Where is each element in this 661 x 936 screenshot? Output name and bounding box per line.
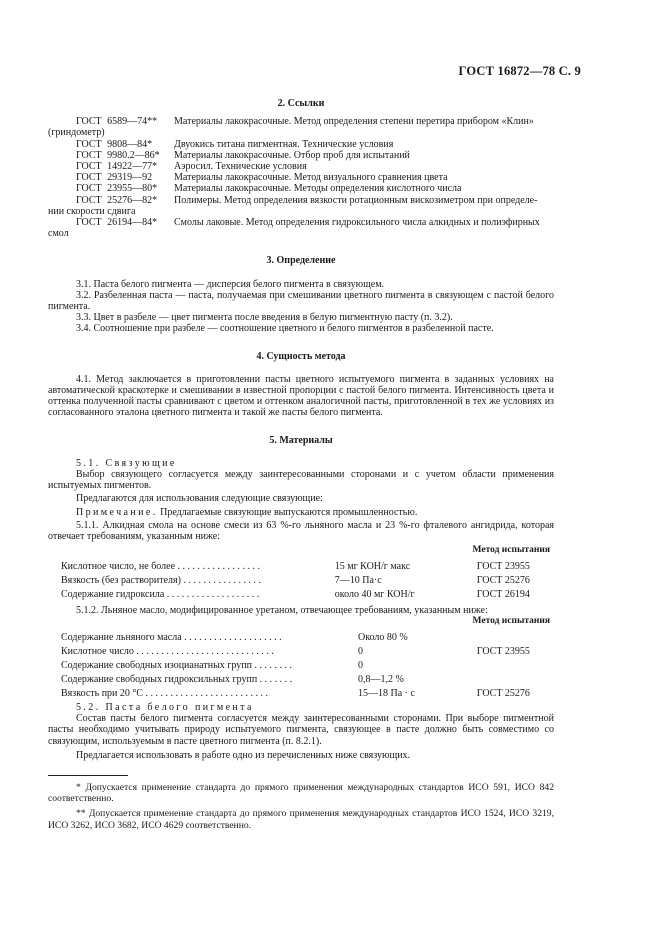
reference-title: Материалы лакокрасочные. Метод визуального сравнения цвета [174, 172, 448, 184]
reference-item [48, 139, 554, 150]
note-label: Примечание. [76, 506, 158, 518]
spec-row [48, 589, 554, 603]
reference-item [48, 161, 554, 172]
spec-value: 0 [357, 645, 363, 657]
spec-label: Содержание свободных изоцианатных групп . . . . . . . . [61, 659, 292, 671]
reference-item [48, 217, 554, 228]
reference-item [48, 195, 554, 206]
method-essence-text: 4.1. Метод заключается в приготовлении пасты цветного испытуемого пигмента в заданных условиях на автоматической краскотерке и смешивании в известной пропорции с пастой белого пигмента. Интенсивность цвета и оттенка полученной пасты сравнивают с цветом и оттенком аналогичной пасты, приготовленной в тех же условиях из согласованного эталона цветного пигмента и такой же пасты белого пигмента. [48, 373, 554, 419]
spec-value: 15 мг КОН/г макс [334, 560, 411, 572]
binders-offer: Предлагаются для использования следующие связующие: [76, 493, 323, 505]
reference-code: ГОСТ 6589—74** [76, 116, 158, 128]
reference-title: Двуокись титана пигментная. Технические условия [174, 138, 394, 150]
linseed-spec-table [48, 632, 554, 702]
spec-label: Кислотное число . . . . . . . . . . . . . . . . . . . . . . . . . . . . [61, 645, 274, 657]
spec-label: Содержание льняного масла . . . . . . . . . . . . . . . . . . . . [61, 631, 282, 643]
white-paste-heading: 5.2. Паста белого пигмента [76, 701, 254, 713]
spec-method [477, 660, 554, 674]
binders-heading: 5.1. Связующие [76, 457, 177, 469]
binders-note [48, 507, 554, 518]
reference-item [48, 150, 554, 161]
reference-code: ГОСТ 26194—84* [76, 217, 158, 229]
reference-code: ГОСТ 25276—82* [76, 194, 158, 206]
page-header: ГОСТ 16872—78 С. 9 [458, 64, 581, 78]
section-5-title: 5. Материалы [269, 434, 333, 446]
reference-code: ГОСТ 14922—77* [76, 161, 158, 173]
reference-item [48, 172, 554, 183]
spec-method: ГОСТ 23955 [476, 560, 530, 572]
reference-title: Полимеры. Метод определения вязкости ротационным вискозиметром при определе- [174, 194, 538, 206]
footnote-1: * Допускается применение стандарта до прямого применения международных стандартов ИСО 591, ИСО 842 соответственно. [48, 781, 554, 805]
spec-row [48, 660, 554, 674]
spec-value: 15—18 Па · с [357, 687, 415, 699]
reference-title: Смолы лаковые. Метод определения гидроксильного числа алкидных и полиэфирных [174, 217, 540, 229]
white-paste-offer: Предлагается использовать в работе одно из перечисленных ниже связующих. [76, 749, 411, 761]
spec-method: ГОСТ 25276 [476, 574, 530, 586]
spec-row [48, 688, 554, 702]
white-paste-text: Состав пасты белого пигмента согласуется между заинтересованными сторонами. При выборе пигментной пасты необходимо учитывать природу испытуемого пигмента, связующее в пасте должно быть совместимо со связующим, используемым в пасте цветного пигмента (п. 8.2.1). [48, 713, 554, 747]
method-header-2: Метод испытания [472, 615, 550, 626]
spec-method: ГОСТ 25276 [476, 687, 530, 699]
spec-value: Около 80 % [357, 631, 408, 643]
reference-continuation: нии скорости сдвига [48, 205, 136, 217]
reference-continuation: (гриндометр) [48, 127, 105, 139]
method-header-1: Метод испытания [472, 545, 550, 556]
binders-text: Выбор связующего согласуется между заинтересованными сторонами и с учетом области применения испытуемых пигментов. [48, 469, 554, 492]
note-text: Предлагаемые связующие выпускаются промышленностью. [160, 506, 418, 518]
spec-value: 7—10 Па·с [334, 574, 382, 586]
reference-title: Аэросил. Технические условия [174, 161, 307, 173]
section-2-title: 2. Ссылки [277, 98, 325, 109]
reference-code: ГОСТ 9980.2—86* [76, 149, 160, 161]
reference-continuation: смол [48, 228, 69, 240]
reference-item [48, 116, 554, 127]
reference-item [48, 183, 554, 194]
spec-method [477, 632, 554, 646]
reference-title: Материалы лакокрасочные. Методы определения кислотного числа [174, 183, 462, 195]
definition-3-1: 3.1. Паста белого пигмента — дисперсия белого пигмента в связующем. [76, 278, 385, 290]
spec-row [48, 674, 554, 688]
alkyd-spec-table [48, 561, 554, 603]
spec-value: 0,8—1,2 % [357, 673, 404, 685]
spec-row [48, 632, 554, 646]
reference-title: Материалы лакокрасочные. Отбор проб для испытаний [174, 149, 410, 161]
spec-label: Содержание свободных гидроксильных групп . . . . . . . [61, 673, 293, 685]
footnote-divider [48, 775, 128, 776]
definition-3-4: 3.4. Соотношение при разбеле — соотношение цветного и белого пигментов в разбеленной пасте. [76, 323, 494, 335]
reference-code: ГОСТ 29319—92 [76, 172, 153, 184]
spec-value: около 40 мг КОН/г [334, 588, 415, 600]
footnote-2: ** Допускается применение стандарта до прямого применения международных стандартов ИСО 1524, ИСО 3219, ИСО 3262, ИСО 3682, ИСО 4629 соответственно. [48, 808, 554, 831]
spec-method: ГОСТ 26194 [476, 588, 530, 600]
spec-method [477, 674, 554, 688]
spec-row [48, 646, 554, 660]
spec-label: Содержание гидроксила . . . . . . . . . . . . . . . . . . . [61, 588, 260, 600]
spec-value: 0 [357, 659, 363, 671]
reference-code: ГОСТ 23955—80* [76, 183, 158, 195]
section-4-title: 4. Сущность метода [256, 350, 346, 362]
reference-title: Материалы лакокрасочные. Метод определения степени перетира прибором «Клин» [174, 116, 534, 128]
section-3-title: 3. Определение [266, 255, 336, 267]
definition-3-2: 3.2. Разбеленная паста — паста, получаемая при смешивании цветного пигмента в связующем с пастой белого пигмента. [48, 289, 554, 313]
spec-row [48, 575, 554, 589]
spec-label: Вязкость (без растворителя) . . . . . . . . . . . . . . . . [61, 574, 261, 586]
linseed-oil-text: 5.1.2. Льняное масло, модифицированное уретаном, отвечающее требованиям, указанным ниже: [76, 604, 488, 616]
spec-row [48, 561, 554, 575]
references-list [48, 116, 554, 239]
reference-code: ГОСТ 9808—84* [76, 138, 153, 150]
document-body [48, 98, 554, 831]
spec-label: Кислотное число, не более . . . . . . . . . . . . . . . . . [61, 560, 261, 572]
definition-3-3: 3.3. Цвет в разбеле — цвет пигмента после введения в белую пигментную пасту (п. 3.2). [76, 312, 453, 324]
spec-label: Вязкость при 20 °С . . . . . . . . . . . . . . . . . . . . . . . . . [61, 687, 269, 699]
spec-method: ГОСТ 23955 [476, 645, 530, 657]
alkyd-resin-text: 5.1.1. Алкидная смола на основе смеси из 63 %-го льняного масла и 23 %-го фталевого ангидрида, которая отвечает требованиям, указанным ниже: [48, 519, 554, 543]
